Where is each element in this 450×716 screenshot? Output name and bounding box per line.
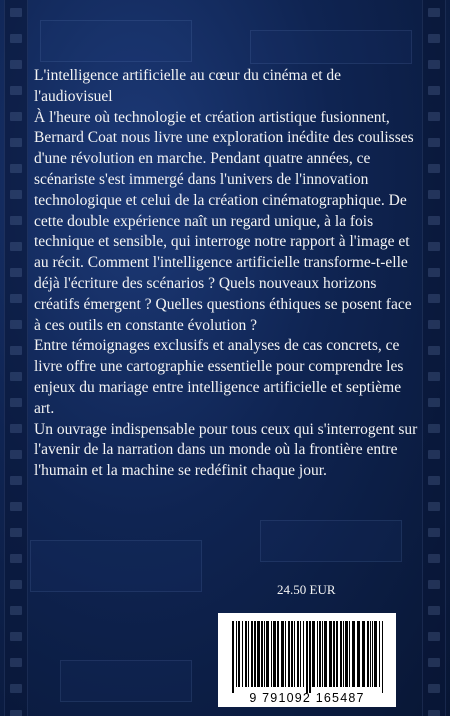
- film-hole: [428, 268, 440, 277]
- film-hole: [428, 424, 440, 433]
- film-hole: [10, 242, 22, 251]
- film-hole: [428, 60, 440, 69]
- barcode-bar: [281, 621, 284, 687]
- film-hole: [10, 398, 22, 407]
- isbn-number: 9 791092 165487: [249, 691, 365, 705]
- film-hole: [428, 528, 440, 537]
- film-hole: [428, 372, 440, 381]
- barcode-bar: [232, 621, 234, 693]
- barcode-bar: [300, 621, 301, 687]
- film-frame: [260, 520, 402, 562]
- film-hole: [428, 632, 440, 641]
- film-hole: [428, 606, 440, 615]
- barcode-bar: [285, 621, 286, 687]
- film-hole: [10, 528, 22, 537]
- film-frame: [30, 540, 202, 592]
- barcode-bar: [238, 621, 240, 687]
- barcode-bar: [322, 621, 323, 687]
- barcode-bar: [248, 621, 249, 687]
- film-hole: [10, 164, 22, 173]
- film-hole: [10, 580, 22, 589]
- film-hole: [428, 580, 440, 589]
- barcode-bar: [336, 621, 338, 687]
- blurb-paragraph-2: Entre témoignages exclusifs et analyses de cas concrets, ce livre offre une cartographie essentielle pour comprendre les enjeux du mariage entre intelligence artificielle et septième art.: [34, 337, 404, 417]
- film-hole: [428, 710, 440, 716]
- film-hole: [428, 112, 440, 121]
- barcode-bar: [236, 621, 237, 687]
- barcode-bar: [374, 621, 377, 687]
- film-hole: [428, 658, 440, 667]
- film-hole: [10, 450, 22, 459]
- film-frame: [250, 30, 412, 64]
- barcode-bar: [273, 621, 276, 687]
- barcode-bar: [312, 621, 315, 687]
- film-hole: [10, 502, 22, 511]
- film-hole: [428, 86, 440, 95]
- film-hole: [10, 554, 22, 563]
- film-hole: [428, 190, 440, 199]
- barcode-bar: [329, 621, 332, 687]
- blurb-title: L'intelligence artificielle au cœur du cinéma et de l'audiovisuel: [34, 67, 342, 105]
- barcode-bars: [218, 613, 396, 707]
- film-strip-right: [422, 0, 446, 716]
- film-hole: [428, 242, 440, 251]
- barcode-bar: [343, 621, 344, 687]
- film-hole: [428, 476, 440, 485]
- barcode-bar: [345, 621, 348, 687]
- film-hole: [428, 684, 440, 693]
- film-hole: [10, 346, 22, 355]
- barcode-bar: [266, 621, 269, 687]
- film-hole: [10, 476, 22, 485]
- barcode-bar: [303, 621, 304, 687]
- barcode-bar: [367, 621, 369, 687]
- barcode-bar: [291, 621, 293, 687]
- barcode-bar: [261, 621, 263, 687]
- film-hole: [428, 450, 440, 459]
- film-hole: [10, 112, 22, 121]
- film-strip-left: [4, 0, 28, 716]
- film-hole: [428, 34, 440, 43]
- barcode-bar: [277, 621, 279, 687]
- film-hole: [428, 554, 440, 563]
- film-hole: [428, 398, 440, 407]
- price-label: 24.50 EUR: [277, 582, 336, 597]
- film-frame: [40, 20, 192, 62]
- film-hole: [428, 138, 440, 147]
- film-frame: [60, 660, 192, 702]
- barcode-bar: [242, 621, 243, 687]
- film-hole: [10, 632, 22, 641]
- film-hole: [428, 294, 440, 303]
- barcode-bar: [309, 621, 311, 693]
- barcode-bar: [294, 621, 295, 687]
- film-hole: [10, 424, 22, 433]
- barcode-bar: [340, 621, 342, 687]
- film-hole: [10, 34, 22, 43]
- barcode-bar: [264, 621, 265, 687]
- film-hole: [428, 320, 440, 329]
- film-hole: [10, 86, 22, 95]
- barcode-bar: [333, 621, 335, 687]
- barcode-bar: [251, 621, 253, 687]
- film-hole: [10, 372, 22, 381]
- film-hole: [428, 502, 440, 511]
- barcode-bar: [319, 621, 321, 687]
- barcode-bar: [352, 621, 355, 687]
- barcode-bar: [370, 621, 371, 687]
- barcode: [218, 613, 396, 707]
- barcode-bar: [357, 621, 360, 687]
- film-hole: [10, 684, 22, 693]
- film-hole: [10, 710, 22, 716]
- blurb-paragraph-1: À l'heure où technologie et création artistique fusionnent, Bernard Coat nous livre une exploration inédite des coulisses d'une révolution en marche. Pendant quatre années, ce scénariste s'est immergé dans l'univers de l'innovation technologique et celui de la création cinématographique. De cette double expérience naît un regard unique, à la fois technique et sensible, qui interroge notre rapport à l'image et au récit. Comment l'intelligence artificielle transforme-t-elle déjà l'écriture des scénarios ? Quels nouveaux horizons créatifs émergent ? Quelles questions éthiques se posent face à ces outils en constante évolution ?: [34, 108, 414, 334]
- barcode-bar: [288, 621, 290, 687]
- barcode-bar: [257, 621, 260, 687]
- film-hole: [10, 320, 22, 329]
- film-hole: [10, 8, 22, 17]
- barcode-bar: [297, 621, 299, 687]
- barcode-bar: [317, 621, 318, 687]
- film-hole: [428, 216, 440, 225]
- blurb-text: [34, 66, 420, 482]
- film-hole: [10, 190, 22, 199]
- barcode-bar: [372, 621, 373, 687]
- barcode-bar: [324, 621, 327, 687]
- barcode-bar: [306, 621, 308, 693]
- film-hole: [10, 294, 22, 303]
- barcode-bar: [382, 621, 383, 693]
- film-hole: [428, 346, 440, 355]
- barcode-bar: [362, 621, 365, 687]
- film-hole: [10, 606, 22, 615]
- barcode-bar: [254, 621, 256, 687]
- film-hole: [10, 268, 22, 277]
- film-hole: [10, 658, 22, 667]
- barcode-bar: [245, 621, 247, 687]
- film-hole: [428, 164, 440, 173]
- barcode-bar: [379, 621, 380, 687]
- film-hole: [10, 216, 22, 225]
- film-hole: [428, 8, 440, 17]
- film-hole: [10, 60, 22, 69]
- barcode-bar: [271, 621, 272, 687]
- blurb-paragraph-3: Un ouvrage indispensable pour tous ceux qui s'interrogent sur l'avenir de la narration dans un monde où la frontière entre l'humain et la machine se redéfinit chaque jour.: [34, 420, 418, 480]
- barcode-bar: [349, 621, 350, 687]
- film-hole: [10, 138, 22, 147]
